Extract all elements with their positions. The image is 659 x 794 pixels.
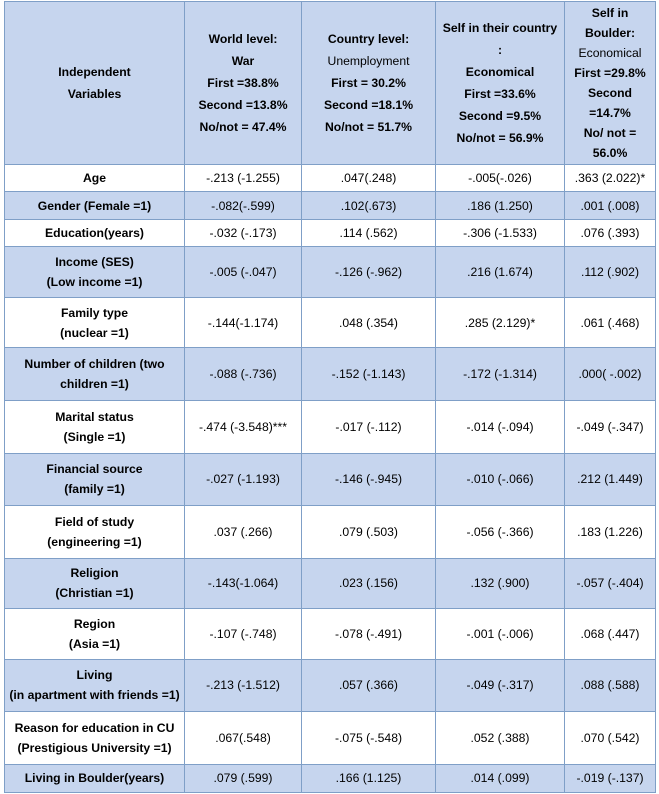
cell-country: .047(.248) <box>302 164 436 191</box>
row-label-line: (in apartment with friends =1) <box>9 688 180 703</box>
cell-self-country: -.010 (-.066) <box>436 453 565 506</box>
header-category: Economical <box>465 64 535 79</box>
header-no: No/ not = <box>583 125 637 140</box>
header-first: First =33.6% <box>464 86 536 101</box>
cell-country: -.152 (-1.143) <box>302 348 436 401</box>
row-label-line: Field of study <box>54 514 135 529</box>
row-label-line: Living in Boulder(years) <box>24 771 165 786</box>
cell-country: .048 (.354) <box>302 297 436 348</box>
table-row-education <box>5 220 656 247</box>
header-second: Second =13.8% <box>198 97 288 112</box>
table-row-region <box>5 609 656 660</box>
row-label <box>5 712 185 765</box>
row-label-line: Region <box>73 616 116 631</box>
cell-self-boulder: .061 (.468) <box>565 297 656 348</box>
cell-world: .079 (.599) <box>185 764 302 792</box>
cell-world: -.082(-.599) <box>185 191 302 219</box>
row-label-line: (Christian =1) <box>55 586 134 601</box>
regression-table <box>4 1 656 793</box>
table-row-income <box>5 247 656 298</box>
cell-self-country: -.172 (-1.314) <box>436 348 565 401</box>
row-label-line: Marital status <box>55 409 134 424</box>
table-row-gender <box>5 191 656 219</box>
table-row-living <box>5 659 656 712</box>
row-label-line: (Prestigious University =1) <box>17 740 172 755</box>
row-label <box>5 191 185 219</box>
row-label <box>5 558 185 609</box>
cell-world: .037 (.266) <box>185 506 302 559</box>
cell-country: .023 (.156) <box>302 558 436 609</box>
header-no: No/not = 51.7% <box>324 119 413 134</box>
cell-self-country: -.001 (-.006) <box>436 609 565 660</box>
row-label-line: Financial source <box>46 462 143 477</box>
header-title: Country level: <box>327 31 410 46</box>
cell-self-boulder: .363 (2.022)* <box>565 164 656 191</box>
cell-self-boulder: .070 (.542) <box>565 712 656 765</box>
row-label-line: Number of children (two <box>24 357 165 372</box>
table-row-religion <box>5 558 656 609</box>
cell-self-country: -.014 (-.094) <box>436 400 565 453</box>
header-variables-line1: Independent <box>58 64 131 79</box>
row-label-line: children =1) <box>60 377 129 392</box>
cell-world: -.474 (-3.548)*** <box>185 400 302 453</box>
header-variables-cell <box>5 2 185 165</box>
header-first: First = 30.2% <box>331 75 406 90</box>
cell-world: -.143(-1.064) <box>185 558 302 609</box>
cell-country: -.146 (-.945) <box>302 453 436 506</box>
header-no: No/not = 56.9% <box>456 130 544 145</box>
row-label-line: (engineering =1) <box>47 534 142 549</box>
header-world-level <box>185 2 302 165</box>
cell-self-boulder: -.019 (-.137) <box>565 764 656 792</box>
header-no-value: 56.0% <box>592 145 628 160</box>
cell-country: .114 (.562) <box>302 220 436 247</box>
row-label-line: Living <box>76 668 113 683</box>
cell-country: -.126 (-.962) <box>302 247 436 298</box>
cell-self-boulder: .076 (.393) <box>565 220 656 247</box>
header-category: Unemployment <box>327 53 410 68</box>
header-self-boulder <box>565 2 656 165</box>
header-variables-line2: Variables <box>67 86 122 101</box>
header-second: Second =9.5% <box>458 108 542 123</box>
row-label-line: (nuclear =1) <box>60 325 129 340</box>
table-row-marital-status <box>5 400 656 453</box>
header-row <box>5 2 656 165</box>
row-label <box>5 506 185 559</box>
cell-world: -.107 (-.748) <box>185 609 302 660</box>
header-title: Self in Boulder: <box>584 5 636 40</box>
header-title: Self in their country : <box>442 20 558 57</box>
cell-self-country: -.049 (-.317) <box>436 659 565 712</box>
row-label <box>5 164 185 191</box>
row-label-line: Gender (Female =1) <box>37 198 152 213</box>
row-label-line: (family =1) <box>64 482 125 497</box>
table-row-family-type <box>5 297 656 348</box>
row-label <box>5 247 185 298</box>
cell-self-country: .216 (1.674) <box>436 247 565 298</box>
header-second: Second =14.7% <box>587 85 633 120</box>
cell-self-country: -.306 (-1.533) <box>436 220 565 247</box>
cell-country: -.078 (-.491) <box>302 609 436 660</box>
row-label <box>5 348 185 401</box>
cell-self-boulder: .183 (1.226) <box>565 506 656 559</box>
cell-country: -.017 (-.112) <box>302 400 436 453</box>
cell-self-country: .285 (2.129)* <box>436 297 565 348</box>
cell-country: .079 (.503) <box>302 506 436 559</box>
header-category: Economical <box>578 45 642 60</box>
cell-self-boulder: .212 (1.449) <box>565 453 656 506</box>
cell-world: -.213 (-1.512) <box>185 659 302 712</box>
cell-self-boulder: .112 (.902) <box>565 247 656 298</box>
row-label <box>5 453 185 506</box>
cell-world: -.144(-1.174) <box>185 297 302 348</box>
header-title: World level: <box>208 31 278 46</box>
cell-country: .102(.673) <box>302 191 436 219</box>
row-label <box>5 220 185 247</box>
header-first: First =38.8% <box>207 75 279 90</box>
cell-world: -.027 (-1.193) <box>185 453 302 506</box>
header-no: No/not = 47.4% <box>199 119 287 134</box>
cell-self-country: .186 (1.250) <box>436 191 565 219</box>
cell-country: -.075 (-.548) <box>302 712 436 765</box>
cell-self-boulder: .000( -.002) <box>565 348 656 401</box>
row-label-line: (Asia =1) <box>68 636 121 651</box>
cell-country: .057 (.366) <box>302 659 436 712</box>
table-row-children <box>5 348 656 401</box>
cell-world: -.088 (-.736) <box>185 348 302 401</box>
cell-world: .067(.548) <box>185 712 302 765</box>
header-second: Second =18.1% <box>323 97 414 112</box>
row-label-line: Family type <box>60 305 129 320</box>
header-self-country <box>436 2 565 165</box>
cell-self-country: .014 (.099) <box>436 764 565 792</box>
cell-self-country: -.005(-.026) <box>436 164 565 191</box>
cell-self-boulder: .001 (.008) <box>565 191 656 219</box>
cell-self-boulder: .088 (.588) <box>565 659 656 712</box>
cell-self-boulder: .068 (.447) <box>565 609 656 660</box>
cell-self-boulder: -.049 (-.347) <box>565 400 656 453</box>
row-label-line: Religion <box>70 566 119 581</box>
row-label <box>5 764 185 792</box>
cell-self-country: .052 (.388) <box>436 712 565 765</box>
row-label-line: (Single =1) <box>63 429 126 444</box>
header-category: War <box>231 53 255 68</box>
cell-world: -.213 (-1.255) <box>185 164 302 191</box>
header-first: First =29.8% <box>574 65 646 80</box>
cell-self-country: .132 (.900) <box>436 558 565 609</box>
table-row-reason-for-education <box>5 712 656 765</box>
row-label-line: Age <box>82 170 107 185</box>
table-row-financial-source <box>5 453 656 506</box>
row-label-line: (Low income =1) <box>46 275 143 290</box>
row-label <box>5 609 185 660</box>
table-row-field-of-study <box>5 506 656 559</box>
cell-country: .166 (1.125) <box>302 764 436 792</box>
row-label-line: Income (SES) <box>55 255 134 270</box>
row-label <box>5 400 185 453</box>
cell-world: -.005 (-.047) <box>185 247 302 298</box>
row-label <box>5 297 185 348</box>
row-label-line: Education(years) <box>45 226 144 241</box>
table-row-age <box>5 164 656 191</box>
row-label-line: Reason for education in CU <box>14 720 175 735</box>
cell-world: -.032 (-.173) <box>185 220 302 247</box>
row-label <box>5 659 185 712</box>
cell-self-boulder: -.057 (-.404) <box>565 558 656 609</box>
table-row-living-in-boulder <box>5 764 656 792</box>
header-country-level <box>302 2 436 165</box>
cell-self-country: -.056 (-.366) <box>436 506 565 559</box>
